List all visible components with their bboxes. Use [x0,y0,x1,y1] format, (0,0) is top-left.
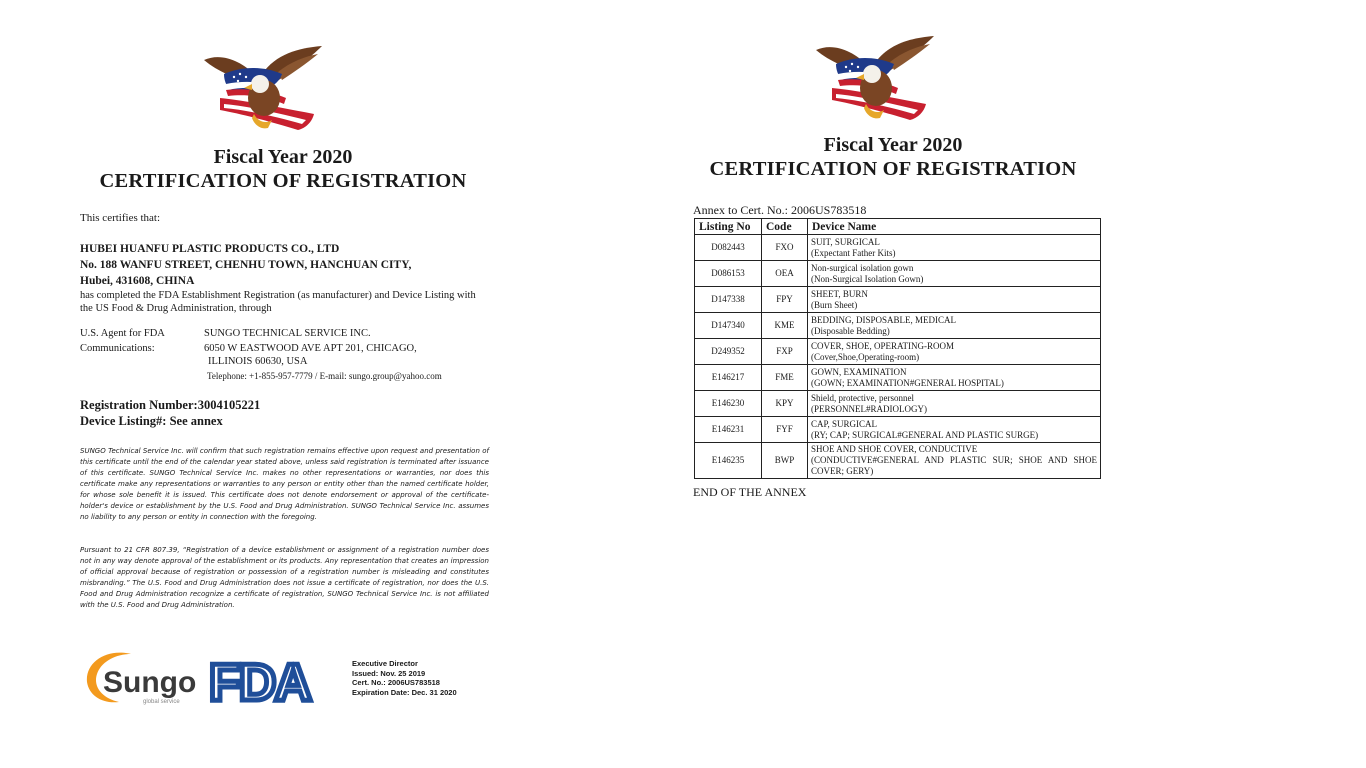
device-subname: (Non-Surgical Isolation Gown) [811,273,924,284]
company-address-line2: Hubei, 431608, CHINA [80,275,195,287]
device-subname: (GOWN; EXAMINATION#GENERAL HOSPITAL) [811,377,1004,388]
sungo-tagline: global service [143,699,180,705]
code-cell: KPY [762,391,808,417]
annex-reference: Annex to Cert. No.: 2006US783518 [693,203,867,217]
device-name: SHEET, BURN [811,288,868,299]
device-name-cell [808,443,1101,479]
table-row [695,313,1101,339]
device-subname: (Cover,Shoe,Operating-room) [811,351,920,362]
agent-address-line1: 6050 W EASTWOOD AVE APT 201, CHICAGO, [204,343,417,354]
sungo-logo-icon [83,648,208,706]
header-listing-no: Listing No [695,219,762,235]
eagle-flag-emblem-icon [202,44,326,136]
listing-number-cell: D147338 [695,287,762,313]
company-name: HUBEI HUANFU PLASTIC PRODUCTS CO., LTD [80,243,340,255]
table-row [695,391,1101,417]
code-cell: FXP [762,339,808,365]
annex-end-text: END OF THE ANNEX [693,485,807,499]
table-row [695,365,1101,391]
certifies-text: This certifies that: [80,212,161,224]
code-cell: FPY [762,287,808,313]
device-name: Non-surgical isolation gown [811,262,914,273]
device-subname: (CONDUCTIVE#GENERAL AND PLASTIC SUR; SHOE AND SHOE COVER; GERY) [811,455,1097,476]
header-device-name: Device Name [808,219,1101,235]
device-name-cell [808,417,1101,443]
certificate-title: CERTIFICATION OF REGISTRATION [709,158,1077,180]
device-name: Shield, protective, personnel [811,392,914,403]
device-name: COVER, SHOE, OPERATING-ROOM [811,340,955,351]
company-block [80,241,500,289]
signature-block [352,659,457,697]
device-subname: (Burn Sheet) [811,299,858,310]
listing-number-cell: E146217 [695,365,762,391]
table-row [695,339,1101,365]
agent-address-line2: ILLINOIS 60630, USA [208,356,308,367]
device-name-cell [808,235,1101,261]
agent-name: SUNGO TECHNICAL SERVICE INC. [204,328,371,339]
device-name: GOWN, EXAMINATION [811,366,907,377]
device-name-cell [808,365,1101,391]
device-name-cell [808,313,1101,339]
device-name: SUIT, SURGICAL [811,236,880,247]
listing-number-cell: E146235 [695,443,762,479]
company-address-line1: No. 188 WANFU STREET, CHENHU TOWN, HANCHUAN CITY, [80,259,412,271]
eagle-flag-emblem-icon [814,34,938,126]
listing-number-cell: E146230 [695,391,762,417]
annex-table [694,218,1101,479]
agent-contact: Telephone: +1-855-957-7779 / E-mail: sungo.group@yahoo.com [207,371,442,381]
registration-number: Registration Number:3004105221 [80,398,261,412]
table-row [695,261,1101,287]
sungo-logo-text: Sungo [103,666,197,699]
listing-number-cell: D082443 [695,235,762,261]
fda-logo-icon [209,655,327,705]
communications-label: Communications: [80,343,155,354]
table-header-row [695,219,1101,235]
annex-page [683,0,1366,768]
issued-date: Issued: Nov. 25 2019 [352,668,426,678]
device-name: CAP, SURGICAL [811,418,878,429]
device-name-cell [808,287,1101,313]
device-name: SHOE AND SHOE COVER, CONDUCTIVE [811,444,978,454]
listing-number-cell: D147340 [695,313,762,339]
code-cell: BWP [762,443,808,479]
fiscal-year-heading: Fiscal Year 2020 [823,134,963,156]
device-subname: (PERSONNEL#RADIOLOGY) [811,403,927,414]
device-name: BEDDING, DISPOSABLE, MEDICAL [811,314,957,325]
device-subname: (Disposable Bedding) [811,325,890,336]
listing-number-cell: E146231 [695,417,762,443]
completed-text: has completed the FDA Establishment Registration (as manufacturer) and Device Listing with the US Food & Drug Administration, through [80,290,476,314]
table-row [695,235,1101,261]
certificate-title: CERTIFICATION OF REGISTRATION [99,170,467,192]
code-cell: FXO [762,235,808,261]
code-cell: FME [762,365,808,391]
listing-number-cell: D086153 [695,261,762,287]
device-listing: Device Listing#: See annex [80,414,223,428]
header-code: Code [762,219,808,235]
table-row [695,417,1101,443]
code-cell: KME [762,313,808,339]
device-name-cell [808,261,1101,287]
table-row [695,287,1101,313]
agent-label: U.S. Agent for FDA [80,328,165,339]
disclaimer-paragraph-1: SUNGO Technical Service Inc. will confirm that such registration remains effective upon request and presentation of this certificate until the end of the calendar year stated above, unless said registration is terminated after issuance of this certificate. SUNGO Technical Service Inc. makes no other representations or warranties, nor does this certificate make any representations or warranties to any person or entity other than the named certificate holder, for whose sole benefit it is issued. This certificate does not denote endorsement or approval of the certificate-holder's device or establishment by the U.S. Food and Drug Administration. SUNGO Technical Service Inc. assumes no liability to any person or entity in connection with the foregoing. [80,447,489,521]
listing-number-cell: D249352 [695,339,762,365]
device-name-cell [808,339,1101,365]
disclaimer-paragraph-2: Pursuant to 21 CFR 807.39, “Registration of a device establishment or assignment of a registration number does not in any way denote approval of the establishment or its products. Any representation that creates an impression of official approval because of registration or possession of a registration number is misleading and constitutes misbranding.” The U.S. Food and Drug Administration does not issue a certificate of registration, nor does the U.S. Food and Drug Administration recognize a certificate of registration, SUNGO Technical Service Inc. is not affiliated with the U.S. Food and Drug Administration. [80,546,489,609]
device-name-cell [808,391,1101,417]
executive-director: Executive Director [352,659,418,668]
code-cell: FYF [762,417,808,443]
cert-number: Cert. No.: 2006US783518 [352,678,440,687]
fiscal-year-heading: Fiscal Year 2020 [213,146,353,168]
table-row [695,443,1101,479]
device-subname: (RY; CAP; SURGICAL#GENERAL AND PLASTIC SURGE) [811,429,1039,440]
device-subname: (Expectant Father Kits) [811,247,896,258]
fda-logo-text: FDA [209,655,310,705]
expiration-date: Expiration Date: Dec. 31 2020 [352,687,457,697]
code-cell: OEA [762,261,808,287]
